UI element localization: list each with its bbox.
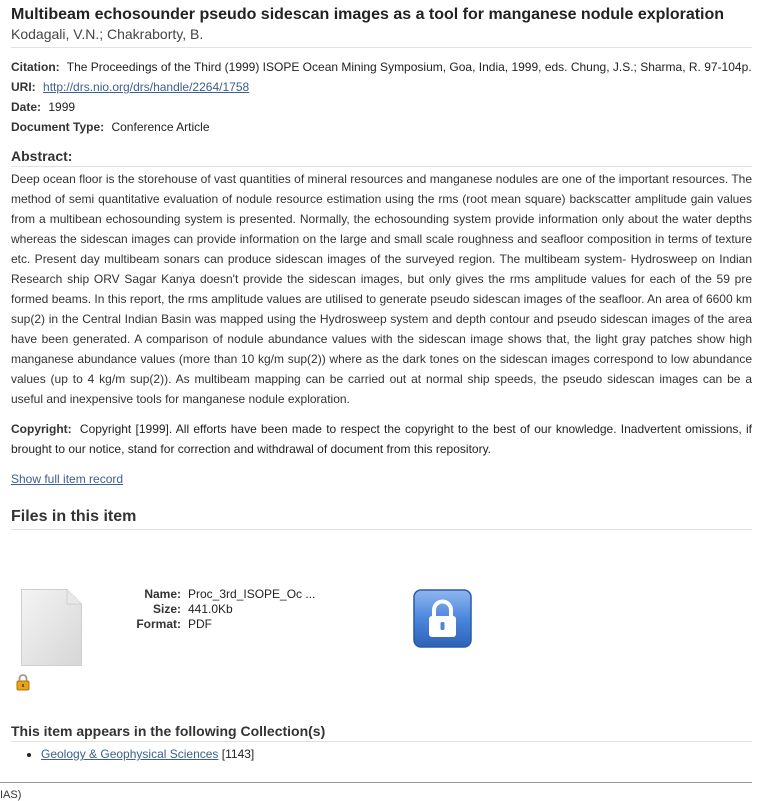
date-value: 1999	[48, 100, 76, 114]
doctype-value: Conference Article	[111, 120, 210, 134]
doctype-field	[11, 117, 752, 137]
file-format-value: PDF	[188, 617, 212, 631]
item-title: Multibeam echosounder pseudo sidescan images as a tool for manganese nodule exploration	[11, 6, 725, 23]
uri-label: URI:	[11, 80, 36, 94]
date-label: Date:	[11, 100, 42, 114]
file-metadata	[111, 587, 315, 632]
file-size-row	[111, 602, 315, 617]
copyright-field	[11, 419, 752, 459]
collection-item	[41, 746, 752, 762]
collection-count: [1143]	[221, 747, 255, 761]
footer-divider	[0, 782, 752, 783]
file-name-row	[111, 587, 315, 602]
uri-link[interactable]: http://drs.nio.org/drs/handle/2264/1758	[43, 80, 250, 94]
abstract-heading: Abstract:	[11, 147, 752, 167]
restricted-lock-icon	[16, 673, 30, 694]
collections-list	[11, 746, 752, 762]
citation-label: Citation:	[11, 60, 60, 74]
file-format-row	[111, 617, 315, 632]
document-thumbnail-icon	[21, 589, 82, 666]
file-size-value: 441.0Kb	[188, 602, 233, 616]
copyright-label: Copyright:	[11, 422, 72, 436]
date-field	[11, 97, 752, 117]
file-thumbnail[interactable]	[21, 589, 82, 669]
citation-field	[11, 57, 752, 77]
access-request-button[interactable]	[413, 589, 472, 651]
citation-value: The Proceedings of the Third (1999) ISOPE Ocean Mining Symposium, Goa, India, 1999, eds. Chung, J.S.; Sharma, R. 97-104p.	[66, 60, 752, 74]
file-size-label: Size:	[152, 602, 181, 616]
item-view	[11, 0, 752, 530]
footer-fragment: IAS)	[0, 789, 22, 801]
abstract-text: Deep ocean floor is the storehouse of vast quantities of mineral resources and manganese nodules are one of the important resources. The method of semi quantitative evaluation of nodule resource estimation using the rms (root mean square) backscatter amplitude gain values from a multibean echosounding system is presented. Normally, the echosounding system provide information only about the water depths whereas the sidescan images can provide information on the large and small scale roughness and seafloor composition in terms of texture etc. Present day multibeam sonars can produce sidescan images of the surveyed region. The multibeam system- Hydrosweep on Indian Research ship ORV Sagar Kanya doesn't provide the sidescan images, but only gives the rms amplitude values for each of the 59 pre formed beams. In this report, the rms amplitude values are utilised to generate pseudo sidescan images of the seafloor. An area of 6600 km sup(2) in the Central Indian Basin was mapped using the Hydrosweep system and depth contour and pseudo sidescan images of the area have been generated. A comparison of nodule abundance values with the sidescan image shows that, the light gray patches show high manganese abundance values (more than 10 kg/m sup(2)) where as the dark tones on the sidescan images correspond to low abundance values (up to 4 kg/m sup(2)). As multibeam mapping can be carried out at normal ship speeds, the pseudo sidescan images can be a useful and inexpensive tools for manganese nodule exploration.	[11, 172, 752, 406]
collections-heading: This item appears in the following Collection(s)	[11, 722, 752, 742]
show-full-record-link[interactable]: Show full item record	[11, 472, 124, 486]
file-name-value: Proc_3rd_ISOPE_Oc ...	[188, 587, 316, 601]
item-authors: Kodagali, V.N.; Chakraborty, B.	[11, 25, 752, 48]
doctype-label: Document Type:	[11, 120, 105, 134]
files-heading: Files in this item	[11, 507, 752, 530]
collection-link[interactable]: Geology & Geophysical Sciences	[41, 747, 219, 761]
file-format-label: Format:	[136, 617, 181, 631]
file-name-label: Name:	[144, 587, 181, 601]
uri-field	[11, 77, 752, 97]
copyright-value: Copyright [1999]. All efforts have been made to respect the copyright to the best of our knowledge. Inadvertent omissions, if brought to our notice, stand for correction and withdrawal of document from this repository.	[11, 422, 752, 456]
lock-icon	[413, 589, 472, 648]
